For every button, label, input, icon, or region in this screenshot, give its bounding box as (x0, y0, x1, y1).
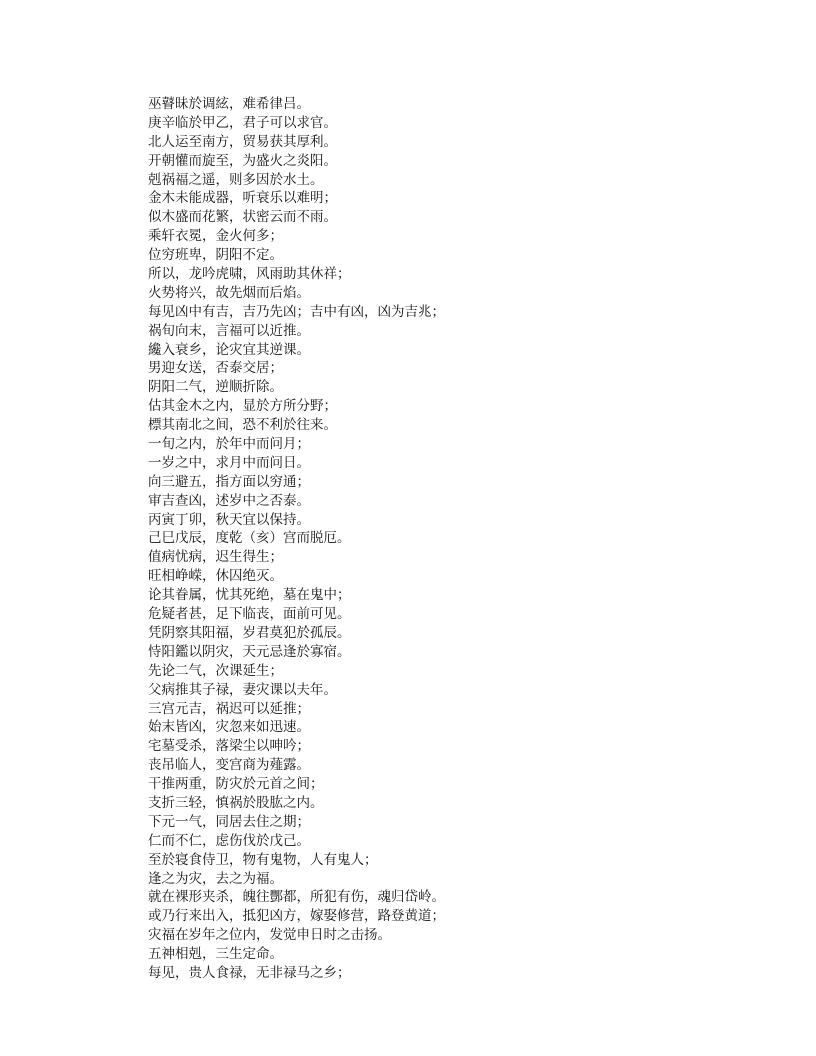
text-line: 五神相剋，三生定命。 (148, 946, 283, 963)
text-line: 標其南北之间，恐不利於往来。 (148, 417, 337, 434)
text-line: 或乃行来出入，抵犯凶方，嫁娶修营，路登黄道； (148, 908, 445, 925)
text-line: 男迎女送，否泰交居； (148, 360, 283, 377)
text-line: 向三避五，指方面以穷通； (148, 473, 310, 490)
text-line: 一岁之中，求月中而问日。 (148, 454, 310, 471)
text-line: 剋祸福之遥，则多因於水土。 (148, 171, 324, 188)
text-line: 支折三轻，慎祸於股肱之内。 (148, 794, 324, 811)
text-line: 估其金木之内，显於方所分野； (148, 398, 337, 415)
text-line: 宅墓受杀，落梁尘以呻吟； (148, 738, 310, 755)
text-line: 每见凶中有吉，吉乃先凶；吉中有凶，凶为吉兆； (148, 303, 445, 320)
text-line: 乘轩衣冕，金火何多； (148, 228, 283, 245)
text-line: 似木盛而花繁，状密云而不雨。 (148, 209, 337, 226)
text-line: 位穷班卑，阴阳不定。 (148, 247, 283, 264)
text-line: 北人运至南方，贸易获其厚利。 (148, 133, 337, 150)
text-line: 至於寝食侍卫，物有鬼物，人有鬼人； (148, 851, 378, 868)
text-line: 危疑者甚，足下临丧，面前可见。 (148, 606, 351, 623)
text-line: 干推两重，防灾於元首之间； (148, 776, 324, 793)
text-line: 纔入衰乡，论灾宜其逆课。 (148, 341, 310, 358)
text-line: 一旬之内，於年中而问月； (148, 436, 310, 453)
text-line: 巫瞽昧於调絃，难希律吕。 (148, 96, 310, 112)
text-line: 先论二气，次课延生； (148, 662, 283, 679)
text-line: 火势将兴，故先烟而后焰。 (148, 284, 310, 301)
text-line: 始末皆凶，灾忽来如迅速。 (148, 719, 310, 736)
text-line: 恃阳鑑以阴灾，天元忌逢於寡宿。 (148, 643, 351, 660)
text-line: 旺相峥嵘，休囚绝灭。 (148, 568, 283, 585)
text-line: 三宫元吉，祸迟可以延推； (148, 700, 310, 717)
text-line: 每见，贵人食禄，无非禄马之乡； (148, 964, 351, 981)
text-line: 金木未能成器，听衰乐以难明； (148, 190, 337, 207)
text-line: 所以，龙吟虎啸，风雨助其休祥； (148, 266, 351, 283)
text-line: 灾福在岁年之位内，发觉申日时之击扬。 (148, 927, 391, 944)
text-line: 凭阴察其阳福，岁君莫犯於孤辰。 (148, 624, 351, 641)
text-line: 逢之为灾，去之为福。 (148, 870, 283, 887)
text-line: 下元一气，同居去住之期； (148, 813, 310, 830)
text-line: 庚辛临於甲乙，君子可以求官。 (148, 114, 337, 131)
text-line: 审吉查凶，述岁中之否泰。 (148, 492, 310, 509)
text-line: 论其眷属，忧其死绝，墓在鬼中； (148, 587, 351, 604)
text-line: 丙寅丁卯，秋天宜以保持。 (148, 511, 310, 528)
text-line: 开朝懽而旋至，为盛火之炎阳。 (148, 152, 337, 169)
document-body (148, 95, 788, 983)
text-line: 父病推其子禄，妻灾课以夫年。 (148, 681, 337, 698)
text-line: 值病忧病，迟生得生； (148, 549, 283, 566)
text-line: 阴阳二气，逆顺折除。 (148, 379, 283, 396)
text-line: 仁而不仁，虑伤伐於戊己。 (148, 832, 310, 849)
text-line: 祸旬向末，言福可以近推。 (148, 322, 310, 339)
text-line: 就在裸形夹杀，魄往酆都，所犯有伤，魂归岱岭。 (148, 889, 445, 906)
text-line: 己巳戊辰，度乾（亥）宫而脱厄。 (148, 530, 351, 547)
text-line: 丧吊临人，变宫商为薤露。 (148, 757, 310, 774)
